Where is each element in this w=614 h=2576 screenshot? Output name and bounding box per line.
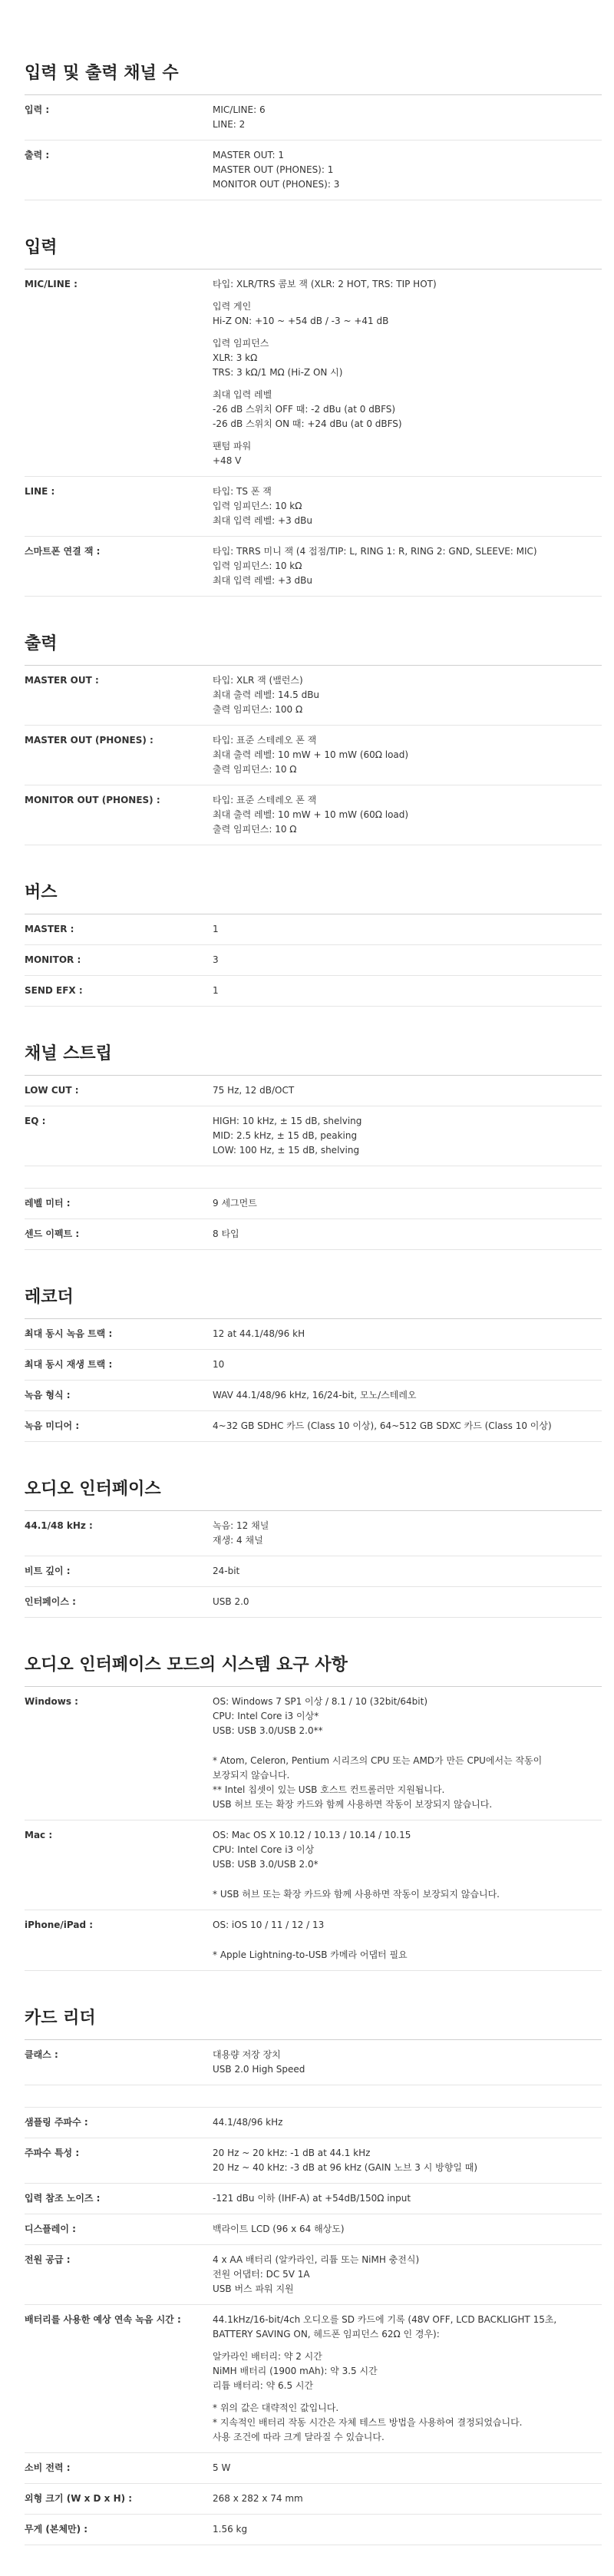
spec-row bbox=[25, 1350, 602, 1381]
spec-value-line: 백라이트 LCD (96 x 64 해상도) bbox=[213, 2224, 345, 2234]
spec-value-line: 20 Hz ~ 40 kHz: -3 dB at 96 kHz (GAIN 노브 3 시 방향일 때) bbox=[213, 2162, 478, 2173]
line-gap bbox=[213, 2342, 602, 2349]
spec-value bbox=[213, 2115, 602, 2130]
spec-row bbox=[25, 1820, 602, 1910]
spec-row bbox=[25, 95, 602, 141]
spec-label: 샘플링 주파수 : bbox=[25, 2117, 88, 2128]
spec-value-line: -26 dB 스위치 ON 때: +24 dBu (at 0 dBFS) bbox=[213, 418, 402, 429]
section-title: 입력 bbox=[25, 234, 602, 270]
section-title: 오디오 인터페이스 bbox=[25, 1476, 602, 1511]
spec-label: MASTER : bbox=[25, 924, 74, 934]
spec-label: LINE : bbox=[25, 486, 55, 497]
spec-row bbox=[25, 976, 602, 1007]
spec-row bbox=[25, 1587, 602, 1618]
spec-value-line: 출력 임피던스: 100 Ω bbox=[213, 704, 303, 715]
spec-label: SEND EFX : bbox=[25, 985, 83, 996]
spec-label: 외형 크기 (W x D x H) : bbox=[25, 2493, 133, 2504]
line-gap bbox=[213, 1738, 602, 1746]
section-title: 출력 bbox=[25, 630, 602, 666]
spec-value-line: 재생: 4 채널 bbox=[213, 1535, 263, 1546]
section-title: 카드 리더 bbox=[25, 2005, 602, 2040]
spec-value-line: 12 at 44.1/48/96 kH bbox=[213, 1328, 305, 1339]
spec-value-line: 268 x 282 x 74 mm bbox=[213, 2493, 303, 2504]
spec-value bbox=[213, 1419, 602, 1433]
spec-row bbox=[25, 2184, 602, 2214]
spec-value-line: 최대 입력 레벨: +3 dBu bbox=[213, 515, 312, 526]
spec-value bbox=[213, 2146, 602, 2175]
spec-value-line: 보장되지 않습니다. bbox=[213, 1770, 290, 1781]
spec-row bbox=[25, 2107, 602, 2138]
spec-value-line: HIGH: 10 kHz, ± 15 dB, shelving bbox=[213, 1116, 362, 1126]
spec-value-line: USB 허브 또는 확장 카드와 함께 사용하면 작동이 보장되지 않습니다. bbox=[213, 1799, 493, 1810]
spec-label: Mac : bbox=[25, 1830, 53, 1840]
spec-value bbox=[213, 1564, 602, 1579]
spec-value bbox=[213, 953, 602, 967]
spec-value-line: 리튬 배터리: 약 6.5 시간 bbox=[213, 2380, 314, 2391]
spec-row bbox=[25, 141, 602, 200]
spec-value bbox=[213, 1227, 602, 1242]
spec-label: 전원 공급 : bbox=[25, 2254, 71, 2265]
line-gap bbox=[213, 1933, 602, 1940]
spec-value-line: 전원 어댑터: DC 5V 1A bbox=[213, 2269, 310, 2280]
spec-label: 레벨 미터 : bbox=[25, 1198, 71, 1209]
spec-value-line: MASTER OUT (PHONES): 1 bbox=[213, 164, 334, 175]
section-title: 오디오 인터페이스 모드의 시스템 요구 사항 bbox=[25, 1652, 602, 1687]
spec-value bbox=[213, 1083, 602, 1098]
spec-value-line: USB: USB 3.0/USB 2.0** bbox=[213, 1725, 323, 1736]
spec-row bbox=[25, 537, 602, 597]
spec-row bbox=[25, 270, 602, 477]
spec-value-line: USB 2.0 bbox=[213, 1596, 249, 1607]
spec-label: 소비 전력 : bbox=[25, 2462, 71, 2473]
spec-label: iPhone/iPad : bbox=[25, 1920, 94, 1930]
spec-value bbox=[213, 922, 602, 937]
spec-value-line: 10 bbox=[213, 1359, 225, 1370]
spec-value bbox=[213, 544, 602, 588]
spec-value-line: * 위의 값은 대략적인 값입니다. bbox=[213, 2402, 339, 2413]
spec-value bbox=[213, 1519, 602, 1548]
spec-value bbox=[213, 2048, 602, 2077]
spec-row bbox=[25, 2245, 602, 2305]
line-gap bbox=[213, 2393, 602, 2401]
spec-label: LOW CUT : bbox=[25, 1085, 79, 1096]
spec-value-line: 최대 출력 레벨: 10 mW + 10 mW (60Ω load) bbox=[213, 749, 409, 760]
line-gap bbox=[213, 1872, 602, 1880]
spec-value-line: NiMH 배터리 (1900 mAh): 약 3.5 시간 bbox=[213, 2366, 378, 2376]
spec-label: 최대 동시 재생 트랙 : bbox=[25, 1359, 113, 1370]
spec-value-line: OS: iOS 10 / 11 / 12 / 13 bbox=[213, 1920, 325, 1930]
spec-value-line: 5 W bbox=[213, 2462, 231, 2473]
spec-row bbox=[25, 914, 602, 945]
spec-value bbox=[213, 277, 602, 468]
spec-value bbox=[213, 673, 602, 717]
spec-value bbox=[213, 1918, 602, 1963]
spec-value-line: * Atom, Celeron, Pentium 시리즈의 CPU 또는 AMD가 만든 CPU에서는 작동이 bbox=[213, 1755, 543, 1766]
spec-label: MONITOR OUT (PHONES) : bbox=[25, 795, 160, 805]
spec-row bbox=[25, 2484, 602, 2515]
spec-value-line: +48 V bbox=[213, 455, 242, 466]
spec-row bbox=[25, 1411, 602, 1442]
spec-value-line: 타입: TRRS 미니 잭 (4 접점/TIP: L, RING 1: R, RING 2: GND, SLEEVE: MIC) bbox=[213, 546, 537, 557]
spec-label: 배터리를 사용한 예상 연속 녹음 시간 : bbox=[25, 2314, 181, 2325]
spec-value-line: 대용량 저장 장치 bbox=[213, 2049, 281, 2060]
spec-value-line: BATTERY SAVING ON, 헤드폰 임피던스 62Ω 인 경우): bbox=[213, 2329, 440, 2340]
spec-label: Windows : bbox=[25, 1696, 78, 1707]
spec-value-line: -26 dB 스위치 OFF 때: -2 dBu (at 0 dBFS) bbox=[213, 404, 396, 415]
line-gap bbox=[213, 329, 602, 336]
spec-label: MASTER OUT : bbox=[25, 675, 99, 686]
spec-label: MONITOR : bbox=[25, 954, 81, 965]
spec-value-line: CPU: Intel Core i3 이상* bbox=[213, 1711, 319, 1721]
line-gap bbox=[213, 1880, 602, 1887]
spec-label: 녹음 형식 : bbox=[25, 1390, 71, 1400]
spec-section bbox=[25, 1652, 602, 1971]
spec-value bbox=[213, 1327, 602, 1341]
line-gap bbox=[213, 432, 602, 439]
spec-label: 디스플레이 : bbox=[25, 2224, 76, 2234]
spec-value bbox=[213, 2191, 602, 2206]
spec-row bbox=[25, 1319, 602, 1350]
spec-value-line: WAV 44.1/48/96 kHz, 16/24-bit, 모노/스테레오 bbox=[213, 1390, 417, 1400]
spec-value-line: USB: USB 3.0/USB 2.0* bbox=[213, 1859, 319, 1870]
spec-value-line: OS: Windows 7 SP1 이상 / 8.1 / 10 (32bit/64bit) bbox=[213, 1696, 428, 1707]
spec-value bbox=[213, 103, 602, 132]
spec-value-line: 75 Hz, 12 dB/OCT bbox=[213, 1085, 295, 1096]
spec-value-line: USB 버스 파워 지원 bbox=[213, 2283, 294, 2294]
spec-value-line: * 지속적인 배터리 작동 시간은 자체 테스트 방법을 사용하여 결정되었습니다. bbox=[213, 2417, 523, 2428]
spec-row bbox=[25, 1556, 602, 1587]
spec-value-line: 최대 출력 레벨: 10 mW + 10 mW (60Ω load) bbox=[213, 809, 409, 820]
spec-row bbox=[25, 2214, 602, 2245]
spec-section bbox=[25, 630, 602, 845]
spec-row bbox=[25, 2453, 602, 2484]
spec-value-line: 24-bit bbox=[213, 1566, 240, 1576]
spec-row bbox=[25, 1076, 602, 1106]
spec-label: 센드 이펙트 : bbox=[25, 1228, 80, 1239]
spec-value-line: * USB 허브 또는 확장 카드와 함께 사용하면 작동이 보장되지 않습니다. bbox=[213, 1889, 500, 1900]
line-gap bbox=[213, 380, 602, 388]
spec-value-line: -121 dBu 이하 (IHF-A) at +54dB/150Ω input bbox=[213, 2193, 411, 2204]
spec-value-line: 입력 임피던스: 10 kΩ bbox=[213, 501, 302, 511]
spec-row bbox=[25, 945, 602, 976]
spec-value bbox=[213, 2492, 602, 2506]
spec-label: 녹음 미디어 : bbox=[25, 1420, 80, 1431]
spec-value bbox=[213, 2222, 602, 2237]
spec-label: 44.1/48 kHz : bbox=[25, 1520, 93, 1531]
spec-value bbox=[213, 1114, 602, 1158]
spec-value-line: 20 Hz ~ 20 kHz: -1 dB at 44.1 kHz bbox=[213, 2148, 371, 2158]
spec-value-line: 최대 출력 레벨: 14.5 dBu bbox=[213, 689, 320, 700]
spec-section bbox=[25, 1040, 602, 1250]
line-gap bbox=[213, 1746, 602, 1754]
spec-value-line: ** Intel 칩셋이 있는 USB 호스트 컨트롤러만 지원됩니다. bbox=[213, 1784, 445, 1795]
spec-value bbox=[213, 1388, 602, 1403]
spec-label: 무게 (본체만) : bbox=[25, 2524, 88, 2535]
spec-section bbox=[25, 234, 602, 597]
spec-value bbox=[213, 733, 602, 777]
spec-value-line: 출력 임피던스: 10 Ω bbox=[213, 824, 297, 835]
spec-value bbox=[213, 984, 602, 998]
spec-value bbox=[213, 1196, 602, 1211]
spec-row bbox=[25, 2138, 602, 2184]
spec-row bbox=[25, 726, 602, 785]
spec-value-line: 입력 임피던스: 10 kΩ bbox=[213, 561, 302, 571]
spec-value-line: MASTER OUT: 1 bbox=[213, 150, 284, 160]
spec-value-line: 4~32 GB SDHC 카드 (Class 10 이상), 64~512 GB SDXC 카드 (Class 10 이상) bbox=[213, 1420, 552, 1431]
spec-value-line: Hi-Z ON: +10 ~ +54 dB / -3 ~ +41 dB bbox=[213, 316, 389, 326]
spec-label: 출력 : bbox=[25, 150, 50, 160]
spec-value-line: 8 타입 bbox=[213, 1228, 239, 1239]
spec-row bbox=[25, 1687, 602, 1820]
section-title: 입력 및 출력 채널 수 bbox=[25, 60, 602, 95]
spec-value-line: 타입: XLR/TRS 콤보 잭 (XLR: 2 HOT, TRS: TIP HOT) bbox=[213, 279, 437, 289]
spec-value-line: 44.1kHz/16-bit/4ch 오디오를 SD 카드에 기록 (48V OFF, LCD BACKLIGHT 15초, bbox=[213, 2314, 557, 2325]
spec-row bbox=[25, 1219, 602, 1250]
spec-value-line: TRS: 3 kΩ/1 MΩ (Hi-Z ON 시) bbox=[213, 367, 343, 378]
spec-label: 클래스 : bbox=[25, 2049, 58, 2060]
spec-value bbox=[213, 2253, 602, 2297]
spec-section bbox=[25, 1284, 602, 1442]
spec-label: MASTER OUT (PHONES) : bbox=[25, 735, 154, 746]
spec-value-line: 입력 게인 bbox=[213, 301, 252, 312]
spec-value bbox=[213, 2522, 602, 2537]
spec-label: 스마트폰 연결 잭 : bbox=[25, 546, 101, 557]
spec-value-line: 1 bbox=[213, 924, 219, 934]
spec-row bbox=[25, 2040, 602, 2085]
spec-row bbox=[25, 785, 602, 845]
spec-value-line: USB 2.0 High Speed bbox=[213, 2064, 305, 2075]
spec-value bbox=[213, 1357, 602, 1372]
spec-value bbox=[213, 484, 602, 528]
spec-row bbox=[25, 1188, 602, 1219]
line-gap bbox=[213, 292, 602, 299]
spec-label: 비트 깊이 : bbox=[25, 1566, 71, 1576]
spec-value bbox=[213, 148, 602, 192]
spec-row bbox=[25, 2515, 602, 2545]
spec-row bbox=[25, 2305, 602, 2453]
spec-value-line: MIC/LINE: 6 bbox=[213, 104, 266, 115]
section-title: 레코더 bbox=[25, 1284, 602, 1319]
spec-row bbox=[25, 1511, 602, 1556]
line-gap bbox=[213, 1940, 602, 1948]
spec-value-line: MONITOR OUT (PHONES): 3 bbox=[213, 179, 340, 190]
spec-section bbox=[25, 2005, 602, 2545]
spec-value-line: 타입: 표준 스테레오 폰 잭 bbox=[213, 735, 317, 746]
spec-row bbox=[25, 1910, 602, 1971]
spec-label: 최대 동시 녹음 트랙 : bbox=[25, 1328, 113, 1339]
spec-value bbox=[213, 1695, 602, 1812]
spec-value-line: XLR: 3 kΩ bbox=[213, 352, 258, 363]
spec-value-line: 9 세그먼트 bbox=[213, 1198, 257, 1209]
spec-value-line: LINE: 2 bbox=[213, 119, 246, 130]
spec-row bbox=[25, 1381, 602, 1411]
spec-row bbox=[25, 666, 602, 726]
spec-value-line: 1 bbox=[213, 985, 219, 996]
spec-section bbox=[25, 879, 602, 1007]
spec-value-line: 타입: XLR 잭 (밸런스) bbox=[213, 675, 303, 686]
spec-section bbox=[25, 60, 602, 200]
spec-label: 인터페이스 : bbox=[25, 1596, 76, 1607]
spec-value-line: 최대 입력 레벨: +3 dBu bbox=[213, 575, 312, 586]
spec-label: 입력 참조 노이즈 : bbox=[25, 2193, 101, 2204]
spec-value-line: 팬텀 파워 bbox=[213, 441, 252, 451]
spec-value-line: 녹음: 12 채널 bbox=[213, 1520, 269, 1531]
spec-value-line: 3 bbox=[213, 954, 219, 965]
spec-value bbox=[213, 2461, 602, 2475]
spec-value-line: 4 x AA 배터리 (알카라인, 리튬 또는 NiMH 충전식) bbox=[213, 2254, 420, 2265]
spec-value-line: 44.1/48/96 kHz bbox=[213, 2117, 283, 2128]
spec-value-line: 입력 임피던스 bbox=[213, 338, 269, 349]
spec-value-line: CPU: Intel Core i3 이상 bbox=[213, 1844, 315, 1855]
spec-value-line: 사용 조건에 따라 크게 달라질 수 있습니다. bbox=[213, 2432, 385, 2442]
spec-value bbox=[213, 1595, 602, 1609]
spec-value-line: 출력 임피던스: 10 Ω bbox=[213, 764, 297, 775]
section-title: 버스 bbox=[25, 879, 602, 914]
spec-value-line: 타입: TS 폰 잭 bbox=[213, 486, 272, 497]
spec-value bbox=[213, 1828, 602, 1902]
section-title: 채널 스트립 bbox=[25, 1040, 602, 1076]
spec-value-line: 알카라인 배터리: 약 2 시간 bbox=[213, 2351, 322, 2362]
spec-label: MIC/LINE : bbox=[25, 279, 78, 289]
spec-row bbox=[25, 1106, 602, 1166]
spec-value bbox=[213, 793, 602, 837]
spec-value-line: OS: Mac OS X 10.12 / 10.13 / 10.14 / 10.15 bbox=[213, 1830, 411, 1840]
spec-section bbox=[25, 1476, 602, 1618]
spec-label: 입력 : bbox=[25, 104, 50, 115]
spec-value-line: LOW: 100 Hz, ± 15 dB, shelving bbox=[213, 1145, 360, 1156]
spec-label: EQ : bbox=[25, 1116, 46, 1126]
spec-value bbox=[213, 2313, 602, 2445]
spec-value-line: * Apple Lightning-to-USB 카메라 어댑터 필요 bbox=[213, 1949, 408, 1960]
spec-row bbox=[25, 477, 602, 537]
spec-label: 주파수 특성 : bbox=[25, 2148, 80, 2158]
spec-value-line: 1.56 kg bbox=[213, 2524, 248, 2535]
spec-value-line: 타입: 표준 스테레오 폰 잭 bbox=[213, 795, 317, 805]
spec-value-line: 최대 입력 레벨 bbox=[213, 389, 272, 400]
spec-value-line: MID: 2.5 kHz, ± 15 dB, peaking bbox=[213, 1130, 358, 1141]
